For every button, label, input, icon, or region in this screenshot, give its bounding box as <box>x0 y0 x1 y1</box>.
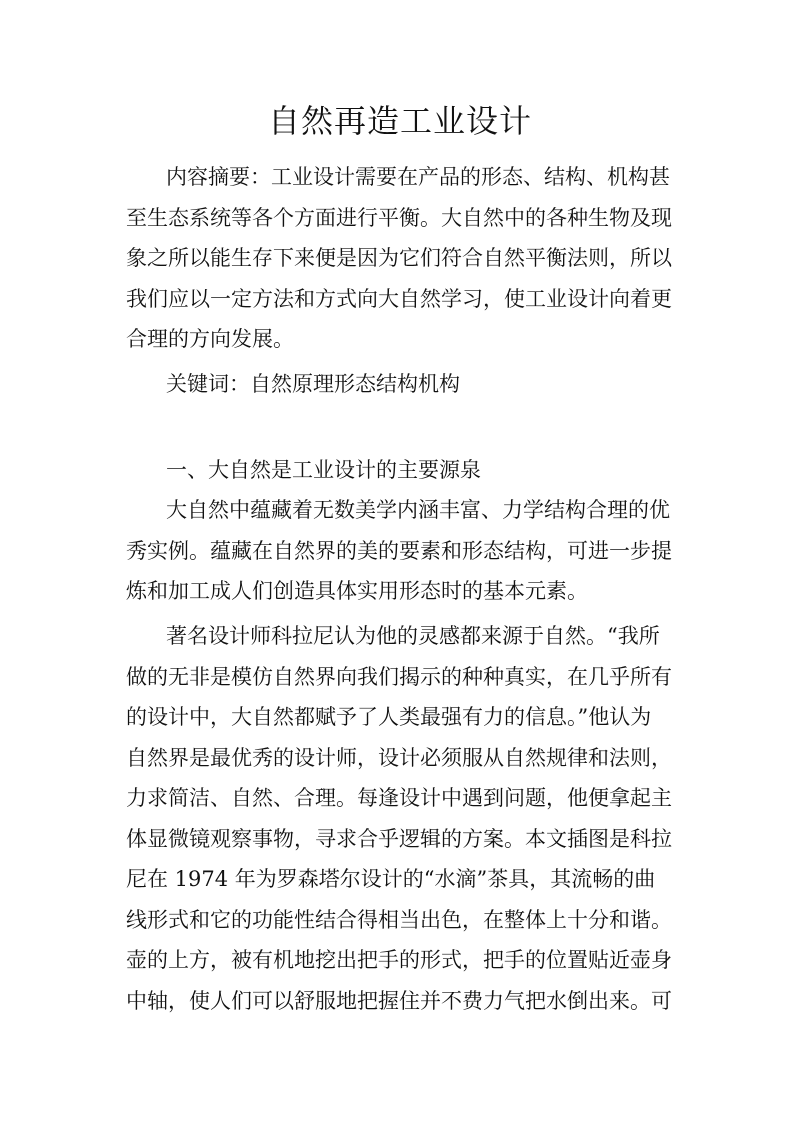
abstract-line: 合理的方向发展。 <box>126 327 294 351</box>
body-line: 秀实例。蕴藏在自然界的美的要素和形态结构，可进一步提 <box>126 538 672 563</box>
keywords-line: 关键词：自然原理形态结构机构 <box>166 372 460 396</box>
section-heading <box>126 450 686 491</box>
body-line: 自然界是最优秀的设计师，设计必须服从自然规律和法则， <box>126 745 672 770</box>
abstract-line: 象之所以能生存下来便是因为它们符合自然平衡法则，所以 <box>126 246 672 270</box>
body-line: 做的无非是模仿自然界向我们揭示的种种真实，在几乎所有 <box>126 664 672 689</box>
body-line: 大自然中蕴藏着无数美学内涵丰富、力学结构合理的优 <box>166 498 670 522</box>
document-title: 自然再造工业设计 <box>267 102 532 140</box>
body-line: 的设计中，大自然都赋予了人类最强有力的信息。”他认为 <box>126 705 652 729</box>
abstract-line: 内容摘要：工业设计需要在产品的形态、结构、机构甚 <box>166 165 670 189</box>
body-line: 炼和加工成人们创造具体实用形态时的基本元素。 <box>126 579 588 603</box>
abstract-line: 至生态系统等各个方面进行平衡。大自然中的各种生物及现 <box>126 205 672 230</box>
section-heading-line: 一、大自然是工业设计的主要源泉 <box>166 458 481 482</box>
body-paragraph-1 <box>126 490 686 612</box>
body-line: 尼在 1974 年为罗森塔尔设计的“水滴”茶具，其流畅的曲 <box>126 867 656 891</box>
body-line: 线形式和它的功能性结合得相当出色，在整体上十分和谐。 <box>126 907 672 932</box>
body-paragraph-2 <box>126 616 686 1021</box>
body-line: 力求简洁、自然、合理。每逢设计中遇到问题，他便拿起主 <box>126 786 672 810</box>
abstract-paragraph <box>126 157 686 360</box>
keywords-paragraph <box>126 364 686 405</box>
body-line: 体显微镜观察事物，寻求合乎逻辑的方案。本文插图是科拉 <box>126 826 672 851</box>
body-line: 中轴，使人们可以舒服地把握住并不费力气把水倒出来。可 <box>126 988 672 1013</box>
abstract-line: 我们应以一定方法和方式向大自然学习，使工业设计向着更 <box>126 286 672 311</box>
body-line: 著名设计师科拉尼认为他的灵感都来源于自然。“我所 <box>166 624 660 648</box>
body-line: 壶的上方，被有机地挖出把手的形式，把手的位置贴近壶身 <box>126 948 672 972</box>
